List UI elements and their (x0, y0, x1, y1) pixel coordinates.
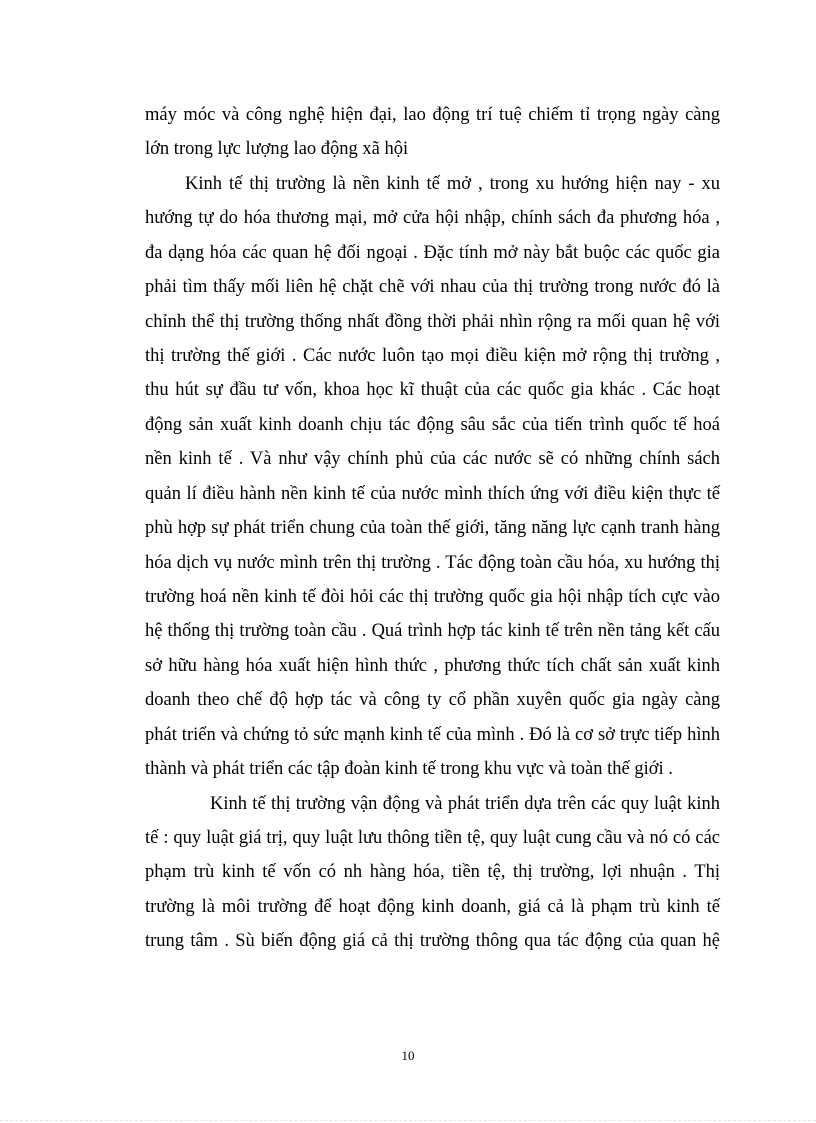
text-line: quản lí điều hành nền kinh tế của nước mình thích ứng với điều kiện thực tế (145, 484, 720, 504)
text-line: thị trường thế giới . Các nước luôn tạo mọi điều kiện mở rộng thị trường , (145, 346, 720, 366)
text-line: thu hút sự đầu tư vốn, khoa học kĩ thuật của các quốc gia khác . Các hoạt (145, 380, 720, 400)
text-line: thành và phát triển các tập đoàn kinh tế trong khu vực và toàn thế giới . (145, 759, 673, 779)
text-line: trung tâm . Sù biến động giá cả thị trường thông qua tác động của quan hệ (145, 931, 720, 951)
text-line: doanh theo chế độ hợp tác và công ty cổ phần xuyên quốc gia ngày càng (145, 690, 720, 710)
text-line: phát triển và chứng tỏ sức mạnh kinh tế của mình . Đó là cơ sở trực tiếp hình (145, 725, 720, 745)
text-line: trường hoá nền kinh tế đòi hỏi các thị trường quốc gia hội nhập tích cực vào (145, 587, 720, 607)
text-line: lớn trong lực lượng lao động xã hội (145, 139, 409, 159)
text-line: trường là môi trường để hoạt động kinh doanh, giá cả là phạm trù kinh tế (145, 897, 720, 917)
text-line: Kinh tế thị trường là nền kinh tế mở , trong xu hướng hiện nay - xu (185, 174, 720, 194)
text-line: phải tìm thấy mối liên hệ chặt chẽ với nhau của thị trường trong nước đó là (145, 277, 720, 297)
text-line: máy móc và công nghệ hiện đại, lao động trí tuệ chiếm tỉ trọng ngày càng (145, 105, 720, 125)
text-line: đa dạng hóa các quan hệ đối ngoại . Đặc tính mở này bắt buộc các quốc gia (145, 243, 720, 263)
text-line: động sản xuất kinh doanh chịu tác động sâu sắc của tiến trình quốc tế hoá (145, 415, 720, 435)
text-line: hệ thống thị trường toàn cầu . Quá trình hợp tác kinh tế trên nền tảng kết cấu (145, 621, 720, 641)
text-line: chỉnh thể thị trường thống nhất đồng thời phải nhìn rộng ra mối quan hệ với (145, 312, 720, 332)
text-line: Kinh tế thị trường vận động và phát triển dựa trên các quy luật kinh (210, 794, 720, 814)
text-line: phạm trù kinh tế vốn có nh hàng hóa, tiền tệ, thị trường, lợi nhuận . Thị (145, 862, 720, 882)
text-line: hướng tự do hóa thương mại, mở cửa hội nhập, chính sách đa phương hóa , (145, 208, 720, 228)
page-bottom-divider (0, 1120, 816, 1121)
text-line: tế : quy luật giá trị, quy luật lưu thông tiền tệ, quy luật cung cầu và nó có các (145, 828, 720, 848)
text-line: hóa dịch vụ nước mình trên thị trường . Tác động toàn cầu hóa, xu hướng thị (145, 553, 720, 573)
text-line: nền kinh tế . Và như vậy chính phủ của các nước sẽ có những chính sách (145, 449, 720, 469)
text-line: sở hữu hàng hóa xuất hiện hình thức , phương thức tích chất sản xuất kinh (145, 656, 720, 676)
page-number: 10 (401, 1048, 415, 1063)
text-line: phù hợp sự phát triển chung của toàn thế giới, tăng năng lực cạnh tranh hàng (145, 518, 720, 538)
